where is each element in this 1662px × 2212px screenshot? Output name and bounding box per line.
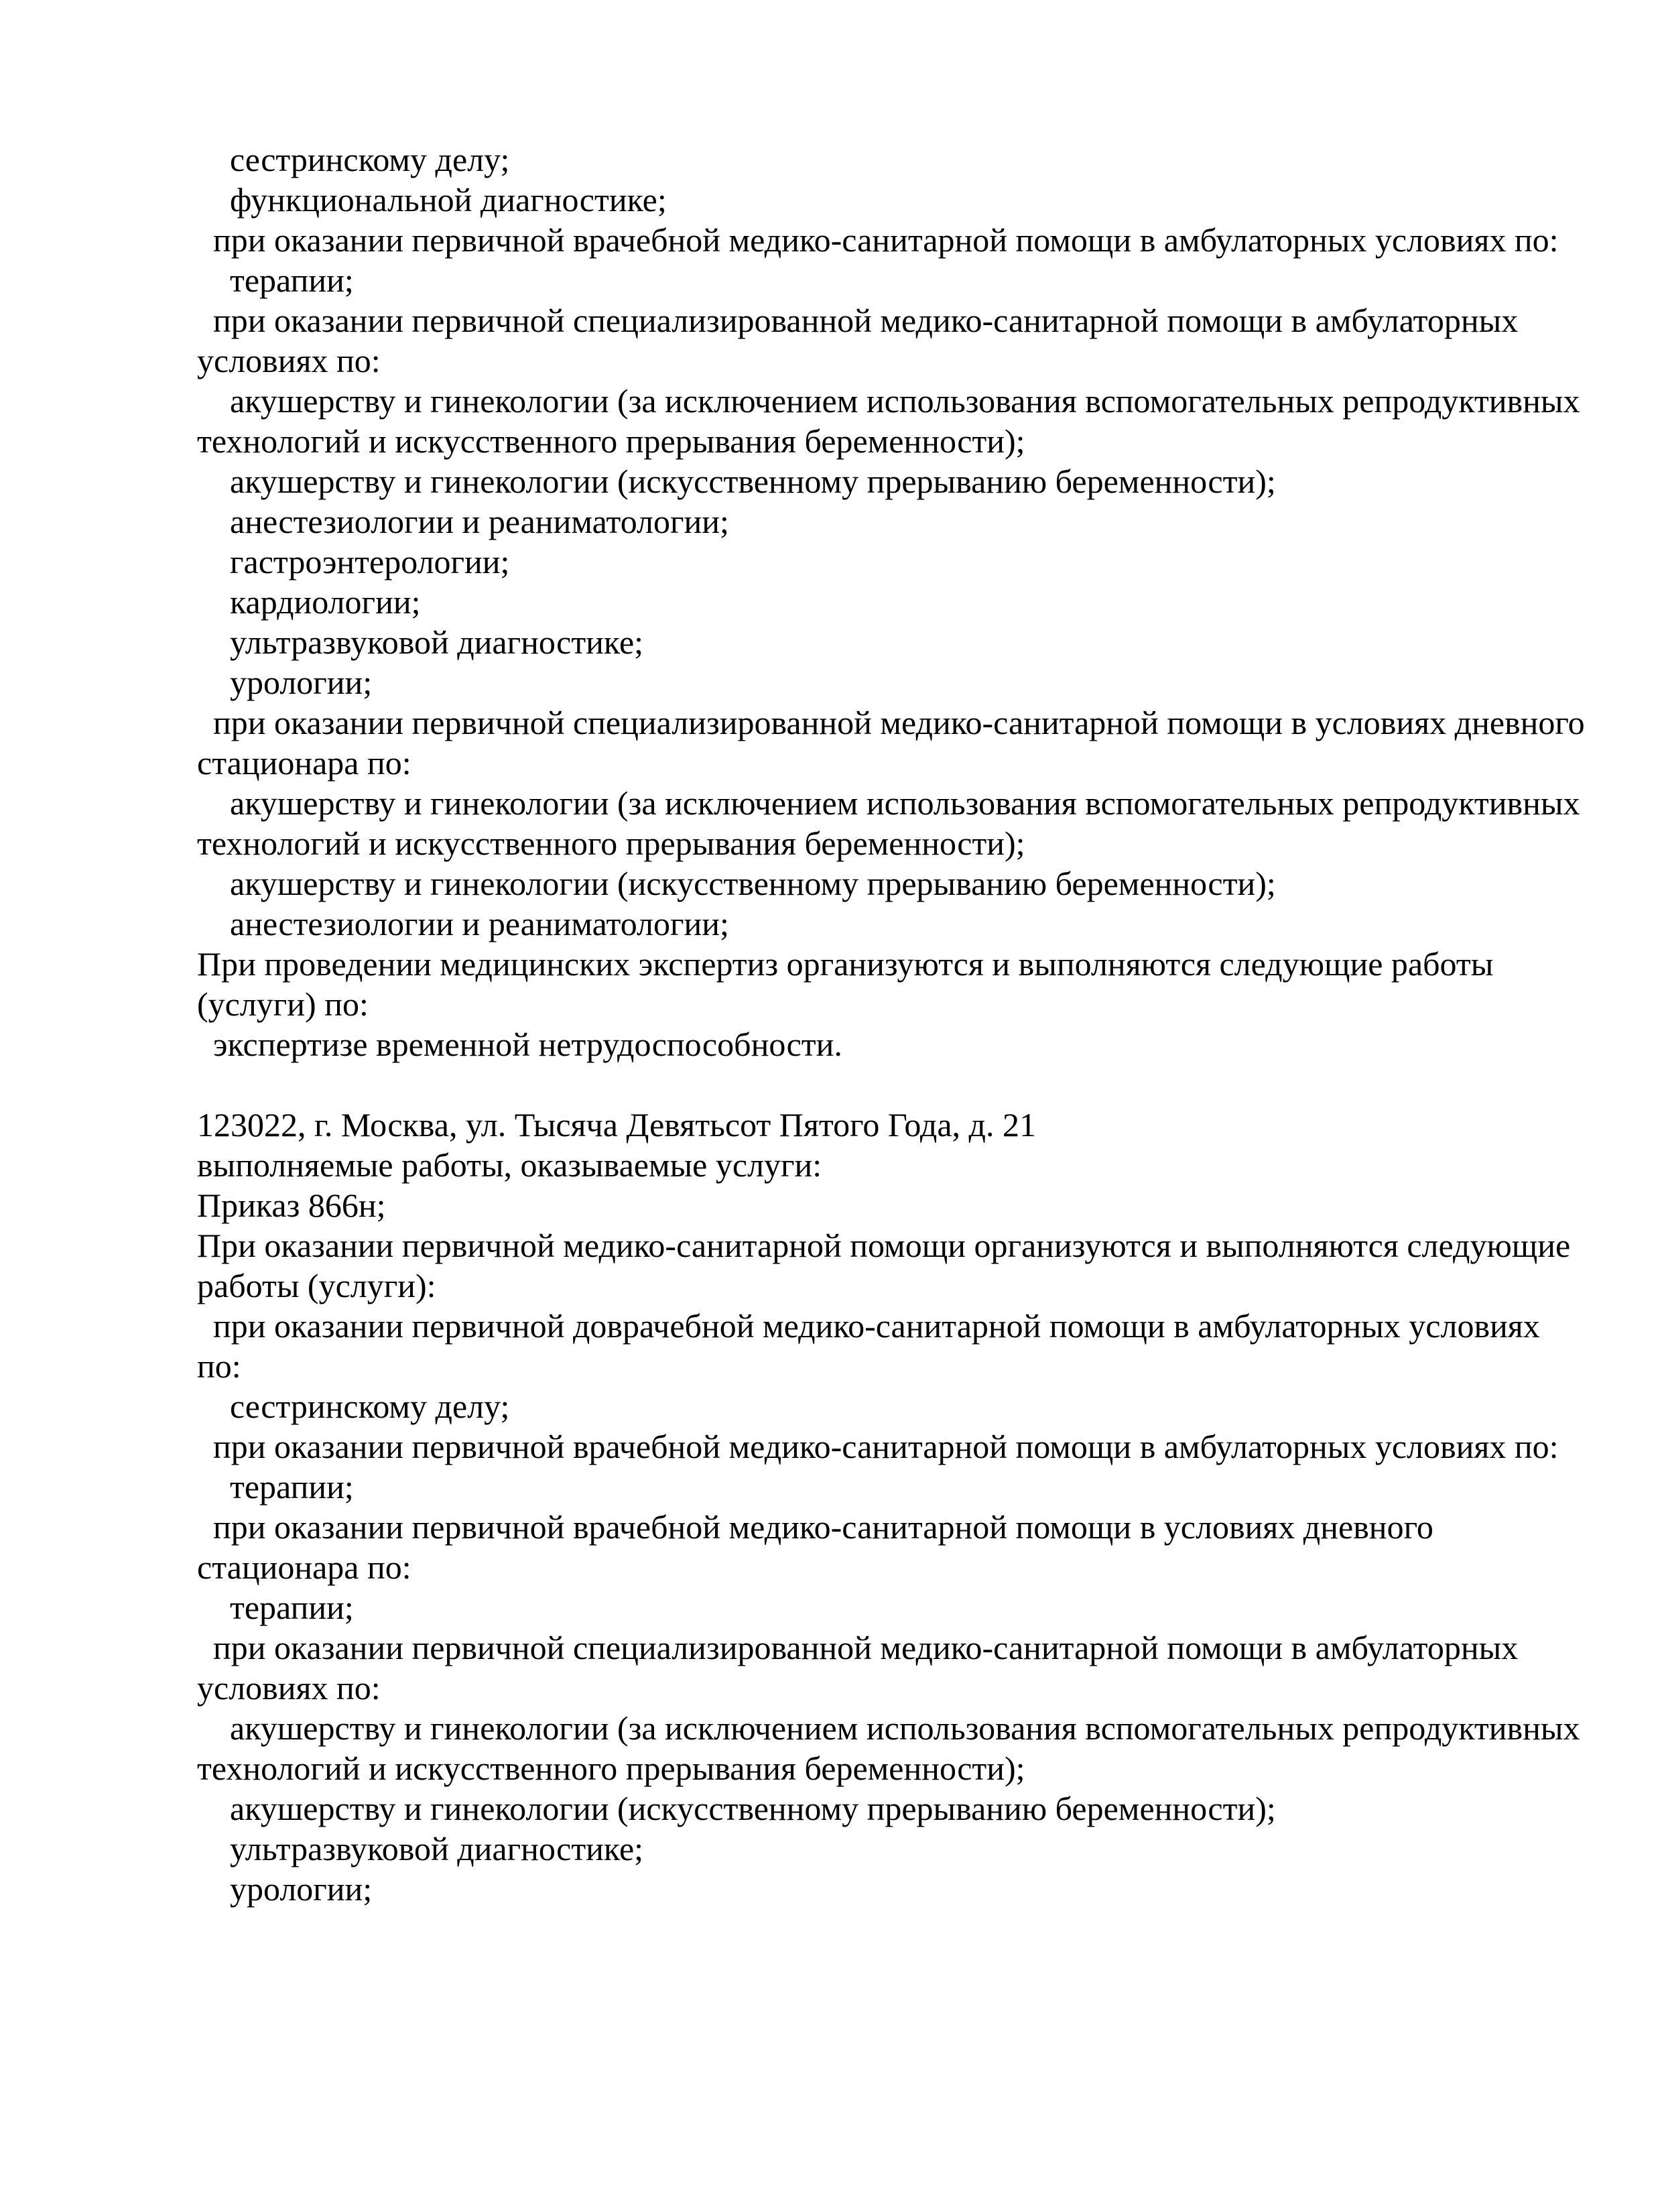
text-line: гастроэнтерологии;: [230, 543, 510, 580]
text-line: технологий и искусственного прерывания беременности);: [197, 824, 1025, 862]
text-line: анестезиологии и реаниматологии;: [230, 503, 729, 540]
text-line: при оказании первичной специализированной медико-санитарной помощи в условиях дневного: [213, 704, 1585, 741]
text-line: акушерству и гинекологии (искусственному прерыванию беременности);: [230, 1790, 1276, 1827]
text-line: при оказании первичной врачебной медико-санитарной помощи в амбулаторных условиях по:: [213, 1428, 1559, 1465]
text-line: стационара по:: [197, 744, 411, 782]
document-page: [0, 139, 1662, 1909]
text-line: сестринскому делу;: [230, 1388, 510, 1425]
text-line: При проведении медицинских экспертиз организуются и выполняются следующие работы: [197, 945, 1494, 983]
text-line: акушерству и гинекологии (искусственному прерыванию беременности);: [230, 865, 1276, 902]
section-address-block: [0, 1105, 1662, 1909]
text-line: условиях по:: [197, 342, 381, 379]
text-line: выполняемые работы, оказываемые услуги:: [197, 1146, 822, 1184]
text-line: (услуги) по:: [197, 985, 369, 1023]
text-line: работы (услуги):: [197, 1267, 436, 1304]
text-line: Приказ 866н;: [197, 1186, 386, 1224]
text-line: условиях по:: [197, 1669, 381, 1707]
text-line: технологий и искусственного прерывания беременности);: [197, 422, 1025, 460]
address-heading: 123022, г. Москва, ул. Тысяча Девятьсот Пятого Года, д. 21: [197, 1106, 1036, 1144]
text-line: акушерству и гинекологии (за исключением использования вспомогательных репродуктивных: [230, 784, 1580, 822]
text-line: ультразвуковой диагностике;: [230, 1830, 644, 1867]
text-line: по:: [197, 1347, 241, 1385]
text-line: анестезиологии и реаниматологии;: [230, 905, 729, 942]
text-line: акушерству и гинекологии (за исключением использования вспомогательных репродуктивных: [230, 1709, 1580, 1747]
text-line: при оказании первичной специализированной медико-санитарной помощи в амбулаторных: [213, 1629, 1519, 1666]
text-line: при оказании первичной врачебной медико-санитарной помощи в условиях дневного: [213, 1508, 1433, 1546]
text-line: терапии;: [230, 261, 354, 299]
section-services-continued: [0, 139, 1662, 1064]
text-line: акушерству и гинекологии (за исключением использования вспомогательных репродуктивных: [230, 382, 1580, 420]
text-line: стационара по:: [197, 1548, 411, 1586]
text-line: кардиологии;: [230, 583, 421, 621]
text-line: сестринскому делу;: [230, 141, 510, 178]
text-line: ультразвуковой диагностике;: [230, 623, 644, 661]
text-line: технологий и искусственного прерывания беременности);: [197, 1749, 1025, 1787]
text-line: при оказании первичной специализированной медико-санитарной помощи в амбулаторных: [213, 302, 1519, 339]
text-line: экспертизе временной нетрудоспособности.: [213, 1026, 842, 1063]
text-line: урологии;: [230, 664, 373, 701]
text-line: терапии;: [230, 1468, 354, 1506]
text-line: При оказании первичной медико-санитарной помощи организуются и выполняются следующие: [197, 1227, 1571, 1264]
text-line: терапии;: [230, 1589, 354, 1626]
text-line: функциональной диагностике;: [230, 181, 667, 219]
text-line: при оказании первичной врачебной медико-санитарной помощи в амбулаторных условиях по:: [213, 221, 1559, 259]
text-line: урологии;: [230, 1870, 373, 1908]
text-line: акушерству и гинекологии (искусственному прерыванию беременности);: [230, 463, 1276, 500]
paragraph-spacer: [0, 1064, 1662, 1105]
text-line: при оказании первичной доврачебной медико-санитарной помощи в амбулаторных условиях: [213, 1307, 1540, 1345]
